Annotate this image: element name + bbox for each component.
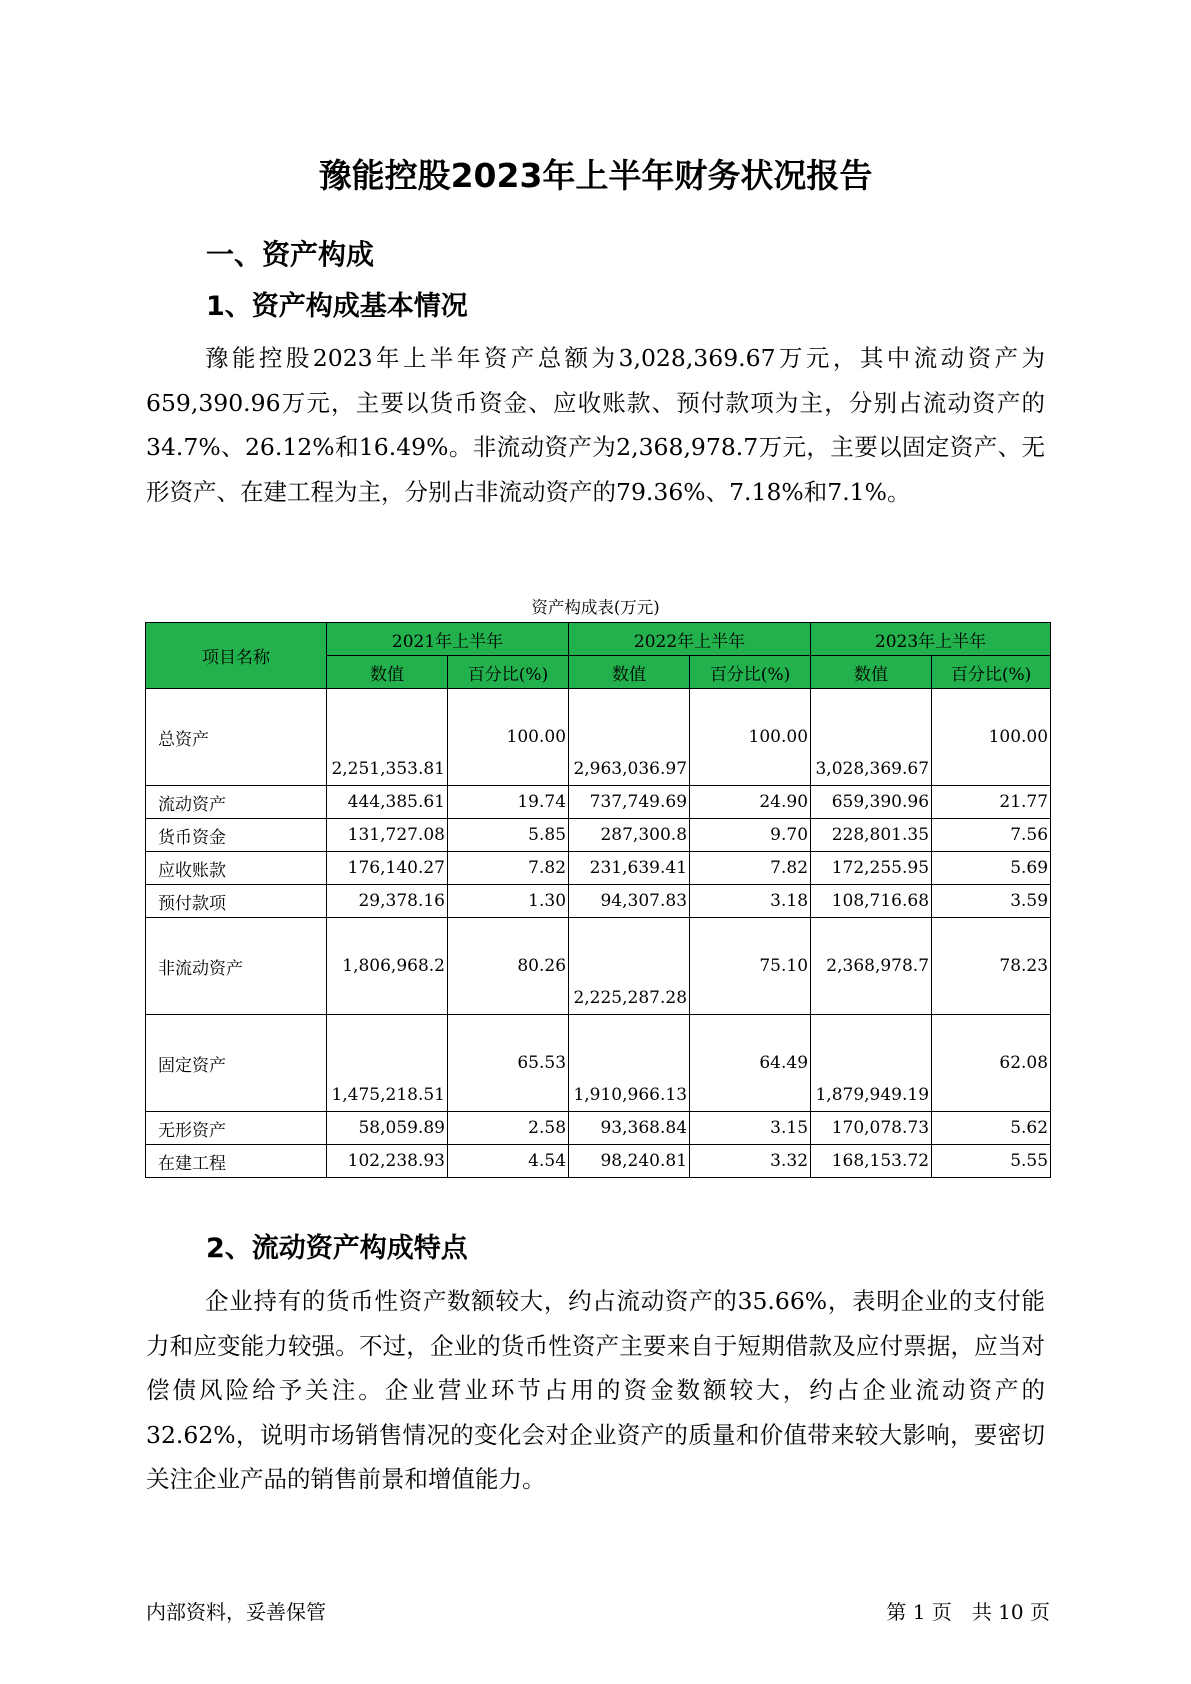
cell-value: 1,910,966.13 — [569, 1015, 690, 1112]
cell-value: 444,385.61 — [327, 786, 448, 819]
header-value: 数值 — [327, 656, 448, 689]
cell-percent: 3.18 — [690, 885, 811, 918]
table-row — [146, 1112, 1051, 1145]
row-name: 总资产 — [146, 689, 327, 786]
cell-value: 1,806,968.2 — [327, 918, 448, 1015]
cell-percent: 100.00 — [448, 689, 569, 786]
cell-value: 1,475,218.51 — [327, 1015, 448, 1112]
cell-percent: 1.30 — [448, 885, 569, 918]
row-name: 应收账款 — [146, 852, 327, 885]
cell-value: 168,153.72 — [811, 1145, 932, 1178]
table-row — [146, 819, 1051, 852]
cell-value: 228,801.35 — [811, 819, 932, 852]
cell-value: 102,238.93 — [327, 1145, 448, 1178]
cell-percent: 5.69 — [932, 852, 1051, 885]
row-name: 在建工程 — [146, 1145, 327, 1178]
header-period-2022: 2022年上半年 — [569, 623, 811, 656]
cell-value: 58,059.89 — [327, 1112, 448, 1145]
subsection-heading-basic: 1、资产构成基本情况 — [206, 291, 468, 322]
header-percent: 百分比(%) — [690, 656, 811, 689]
cell-value: 172,255.95 — [811, 852, 932, 885]
header-value: 数值 — [569, 656, 690, 689]
row-name: 流动资产 — [146, 786, 327, 819]
cell-value: 131,727.08 — [327, 819, 448, 852]
cell-value: 2,368,978.7 — [811, 918, 932, 1015]
cell-value: 93,368.84 — [569, 1112, 690, 1145]
header-percent: 百分比(%) — [932, 656, 1051, 689]
table-row — [146, 852, 1051, 885]
cell-percent: 78.23 — [932, 918, 1051, 1015]
cell-value: 737,749.69 — [569, 786, 690, 819]
cell-value: 98,240.81 — [569, 1145, 690, 1178]
row-name: 无形资产 — [146, 1112, 327, 1145]
cell-percent: 7.82 — [448, 852, 569, 885]
cell-percent: 80.26 — [448, 918, 569, 1015]
cell-percent: 19.74 — [448, 786, 569, 819]
cell-percent: 2.58 — [448, 1112, 569, 1145]
table-row — [146, 918, 1051, 1015]
cell-value: 170,078.73 — [811, 1112, 932, 1145]
row-name: 非流动资产 — [146, 918, 327, 1015]
cell-value: 3,028,369.67 — [811, 689, 932, 786]
footer-confidential-note: 内部资料，妥善保管 — [146, 1600, 326, 1624]
header-percent: 百分比(%) — [448, 656, 569, 689]
page-title: 豫能控股2023年上半年财务状况报告 — [318, 156, 873, 195]
row-name: 货币资金 — [146, 819, 327, 852]
cell-value: 108,716.68 — [811, 885, 932, 918]
cell-value: 659,390.96 — [811, 786, 932, 819]
footer-page-number: 第 1 页 共 10 页 — [886, 1600, 1050, 1624]
cell-percent: 21.77 — [932, 786, 1051, 819]
cell-percent: 7.82 — [690, 852, 811, 885]
cell-percent: 3.59 — [932, 885, 1051, 918]
paragraph-current-assets: 企业持有的货币性资产数额较大，约占流动资产的35.66%，表明企业的支付能力和应变能力较强。不过，企业的货币性资产主要来自于短期借款及应付票据，应当对偿债风险给予关注。企业营业环节占用的资金数额较大，约占企业流动资产的32.62%，说明市场销售情况的变化会对企业资产的质量和价值带来较大影响，要密切关注企业产品的销售前景和增值能力。 — [146, 1287, 1045, 1493]
row-name: 固定资产 — [146, 1015, 327, 1112]
cell-percent: 5.85 — [448, 819, 569, 852]
header-value: 数值 — [811, 656, 932, 689]
cell-value: 176,140.27 — [327, 852, 448, 885]
table-row — [146, 1015, 1051, 1112]
cell-percent: 64.49 — [690, 1015, 811, 1112]
cell-value: 2,963,036.97 — [569, 689, 690, 786]
subsection-heading-current-assets: 2、流动资产构成特点 — [206, 1233, 468, 1264]
cell-percent: 5.55 — [932, 1145, 1051, 1178]
cell-percent: 100.00 — [932, 689, 1051, 786]
cell-value: 2,225,287.28 — [569, 918, 690, 1015]
cell-value: 287,300.8 — [569, 819, 690, 852]
header-period-2023: 2023年上半年 — [811, 623, 1051, 656]
table-row — [146, 689, 1051, 786]
cell-value: 94,307.83 — [569, 885, 690, 918]
cell-percent: 3.15 — [690, 1112, 811, 1145]
header-period-2021: 2021年上半年 — [327, 623, 569, 656]
asset-composition-table — [145, 622, 1051, 1178]
table-caption: 资产构成表(万元) — [531, 598, 660, 617]
cell-percent: 9.70 — [690, 819, 811, 852]
section-heading-assets: 一、资产构成 — [206, 238, 375, 271]
paragraph-asset-summary: 豫能控股2023年上半年资产总额为3,028,369.67万元，其中流动资产为659,390.96万元，主要以货币资金、应收账款、预付款项为主，分别占流动资产的34.7%、26.12%和16.49%。非流动资产为2,368,978.7万元，主要以固定资产、无形资产、在建工程为主，分别占非流动资产的79.36%、7.18%和7.1%。 — [146, 344, 1045, 506]
cell-percent: 75.10 — [690, 918, 811, 1015]
cell-percent: 100.00 — [690, 689, 811, 786]
cell-value: 29,378.16 — [327, 885, 448, 918]
cell-percent: 62.08 — [932, 1015, 1051, 1112]
cell-percent: 7.56 — [932, 819, 1051, 852]
cell-percent: 3.32 — [690, 1145, 811, 1178]
cell-value: 231,639.41 — [569, 852, 690, 885]
cell-value: 2,251,353.81 — [327, 689, 448, 786]
cell-percent: 24.90 — [690, 786, 811, 819]
header-item-name: 项目名称 — [146, 623, 327, 689]
row-name: 预付款项 — [146, 885, 327, 918]
cell-percent: 5.62 — [932, 1112, 1051, 1145]
table-row — [146, 1145, 1051, 1178]
table-row — [146, 885, 1051, 918]
table-row — [146, 786, 1051, 819]
cell-value: 1,879,949.19 — [811, 1015, 932, 1112]
cell-percent: 4.54 — [448, 1145, 569, 1178]
cell-percent: 65.53 — [448, 1015, 569, 1112]
